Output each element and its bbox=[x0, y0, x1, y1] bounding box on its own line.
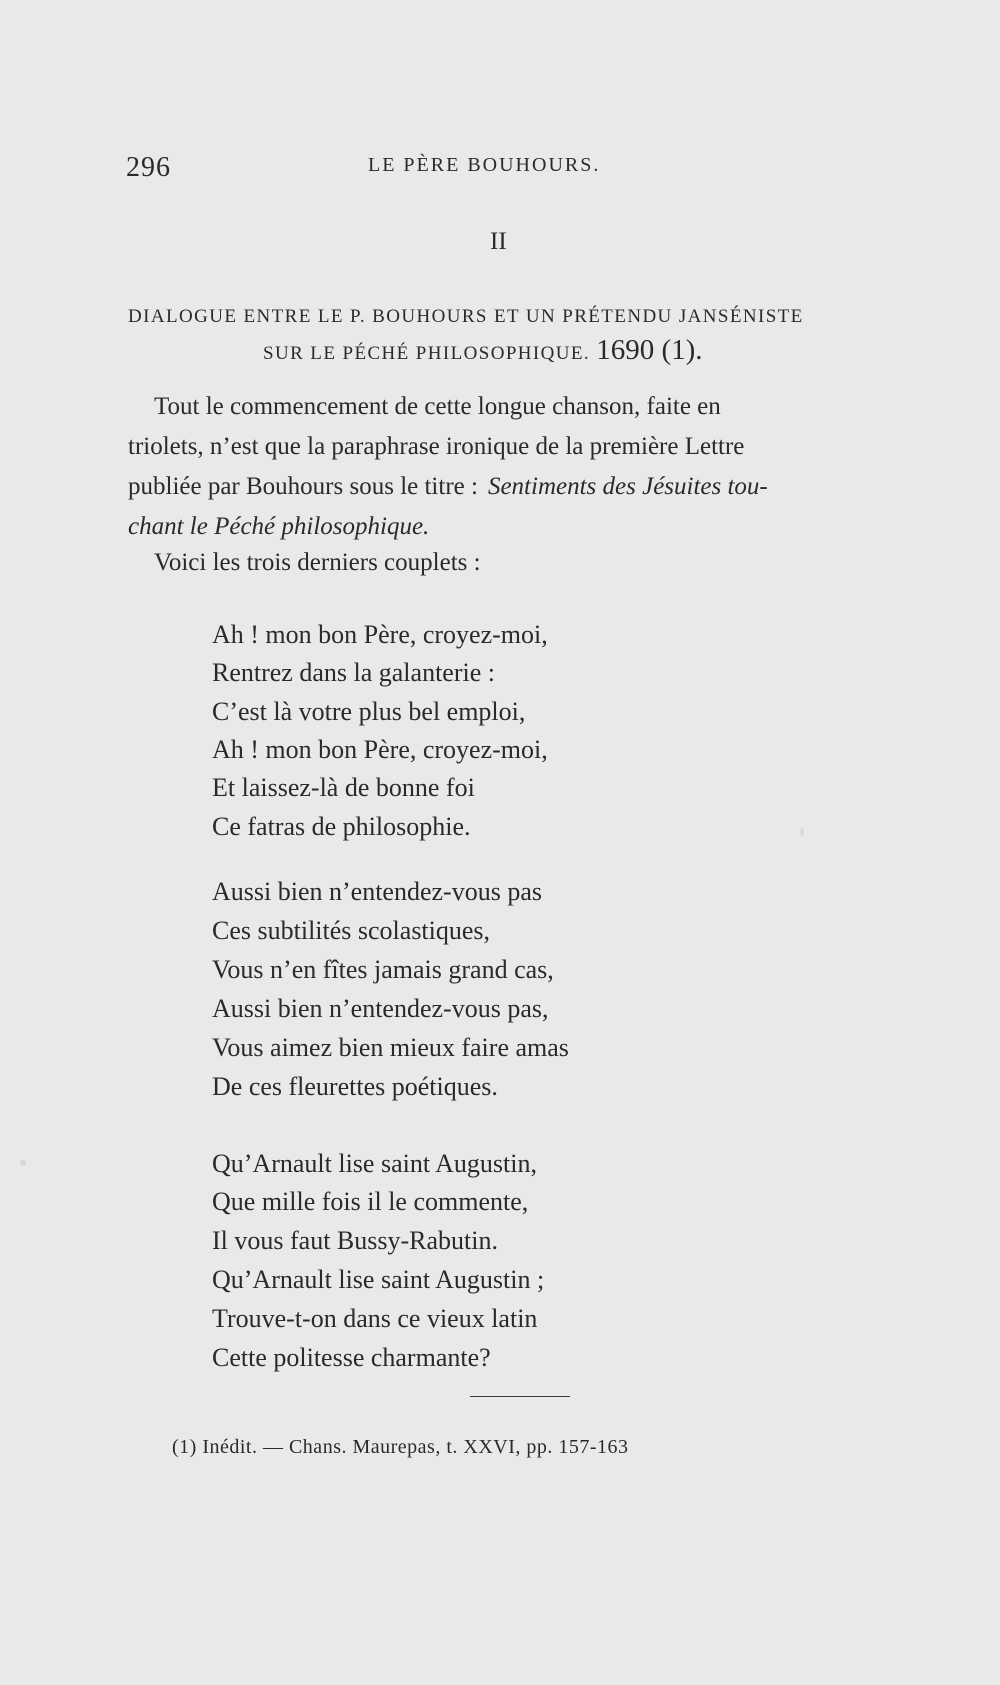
section-title-line-2 bbox=[263, 334, 703, 367]
section-title-text: SUR LE PÉCHÉ PHILOSOPHIQUE. bbox=[263, 343, 591, 364]
verse-line: Qu’Arnault lise saint Augustin ; bbox=[212, 1265, 545, 1294]
verse-line: Il vous faut Bussy-Rabutin. bbox=[212, 1226, 498, 1255]
verse-line: Qu’Arnault lise saint Augustin, bbox=[212, 1149, 537, 1178]
verse-line: Ah ! mon bon Père, croyez-moi, bbox=[212, 620, 548, 649]
section-number: II bbox=[490, 228, 507, 255]
verse-line: C’est là votre plus bel emploi, bbox=[212, 697, 526, 726]
verse-line: Ce fatras de philosophie. bbox=[212, 812, 471, 841]
verse-line: Que mille fois il le commente, bbox=[212, 1187, 529, 1216]
section-title-line-1: DIALOGUE ENTRE LE P. BOUHOURS ET UN PRÉTENDU JANSÉNISTE bbox=[128, 306, 804, 327]
intro-line-2: triolets, n’est que la paraphrase ironique de la première Lettre bbox=[128, 433, 745, 460]
intro-line-1: Tout le commencement de cette longue chanson, faite en bbox=[154, 393, 721, 420]
verse-line: Ces subtilités scolastiques, bbox=[212, 916, 491, 945]
section-title-year: 1690 (1). bbox=[596, 334, 703, 366]
verse-line: Aussi bien n’entendez-vous pas bbox=[212, 877, 542, 906]
verse-line: Trouve-t-on dans ce vieux latin bbox=[212, 1304, 538, 1333]
verse-line: De ces fleurettes poétiques. bbox=[212, 1072, 498, 1101]
verse-line: Et laissez-là de bonne foi bbox=[212, 773, 475, 802]
page-stain bbox=[800, 828, 804, 836]
verse-line: Vous aimez bien mieux faire amas bbox=[212, 1033, 569, 1062]
running-title: LE PÈRE BOUHOURS. bbox=[368, 154, 601, 176]
page-number: 296 bbox=[126, 152, 171, 183]
verse-line: Vous n’en fîtes jamais grand cas, bbox=[212, 955, 554, 984]
intro-line-5: Voici les trois derniers couplets : bbox=[154, 549, 481, 576]
page-stain bbox=[20, 1160, 26, 1166]
intro-line-4-italic: chant le Péché philosophique. bbox=[128, 513, 430, 540]
verse-line: Rentrez dans la galanterie : bbox=[212, 658, 495, 687]
footnote: (1) Inédit. — Chans. Maurepas, t. XXVI, pp. 157-163 bbox=[172, 1436, 629, 1458]
verse-line: Cette politesse charmante? bbox=[212, 1343, 491, 1372]
intro-line-3 bbox=[128, 473, 768, 501]
intro-line-3-italic: Sentiments des Jésuites tou- bbox=[487, 473, 768, 500]
verse-line: Ah ! mon bon Père, croyez-moi, bbox=[212, 735, 548, 764]
verse-line: Aussi bien n’entendez-vous pas, bbox=[212, 994, 549, 1023]
intro-line-3-roman: publiée par Bouhours sous le titre : bbox=[128, 473, 478, 500]
footnote-divider bbox=[470, 1396, 570, 1397]
